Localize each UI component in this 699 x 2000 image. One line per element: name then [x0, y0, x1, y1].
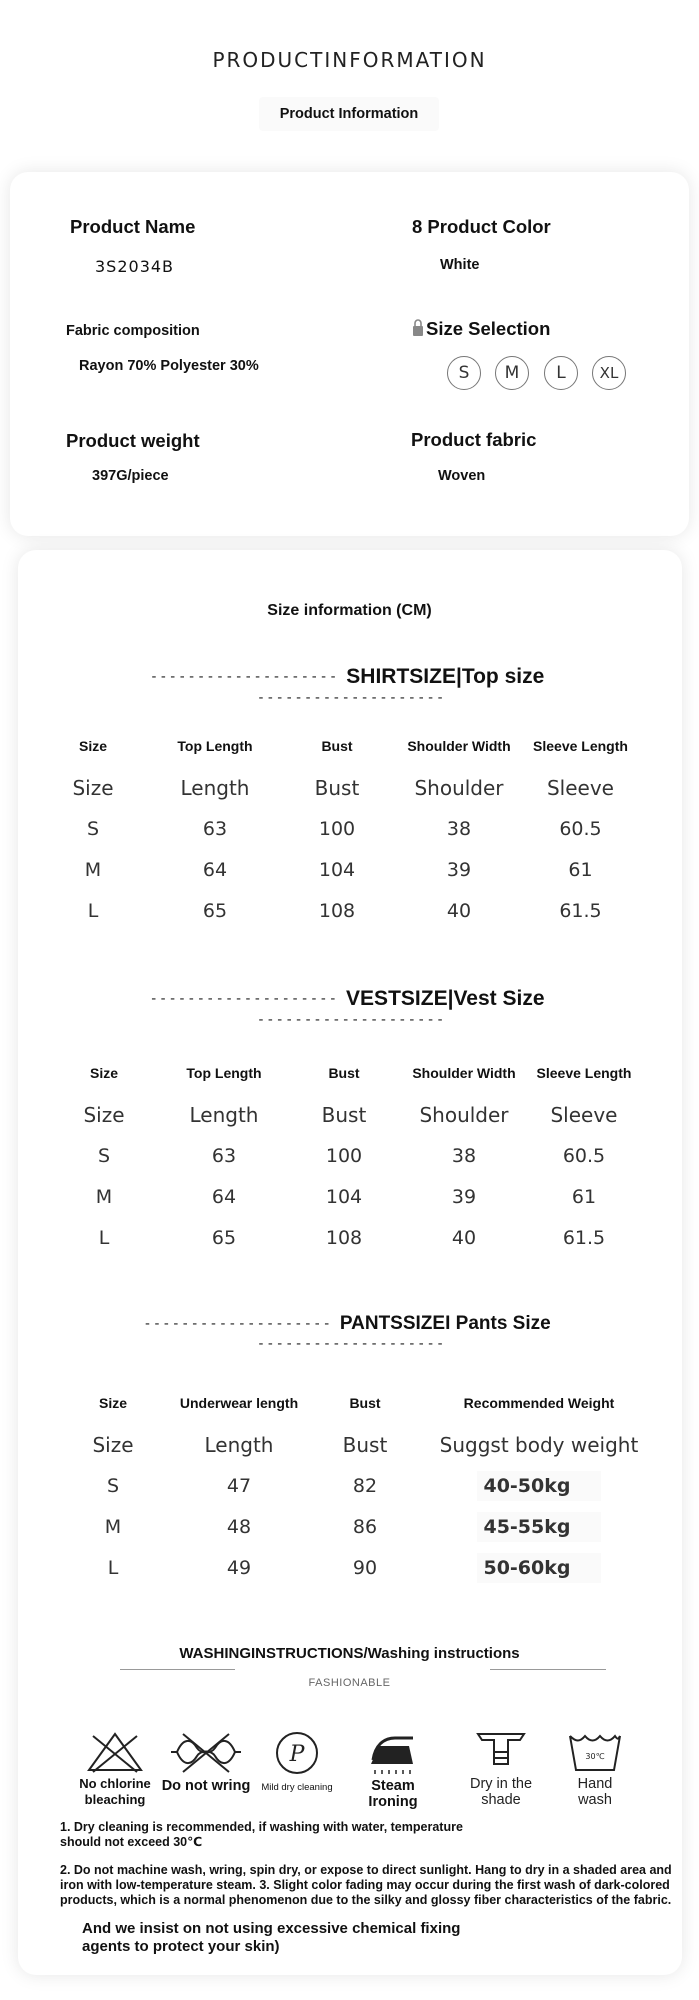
wash-temperature: 30℃ [585, 1752, 605, 1761]
table-cell [428, 1547, 650, 1588]
column-header: Bust [321, 737, 353, 754]
care-label: Steam [371, 1778, 415, 1794]
table-cell: 63 [211, 1144, 237, 1167]
care-item-dry-in-shade [455, 1730, 547, 1808]
do-not-wring-icon [171, 1730, 241, 1774]
table-cell: Sleeve [546, 776, 614, 800]
table-header-row [32, 724, 641, 768]
table-cell: S [97, 1144, 111, 1167]
size-option-s[interactable]: S [447, 356, 481, 390]
product-weight-value: 397G/piece [92, 468, 169, 484]
table-cell: 104 [318, 858, 356, 881]
table-cell: L [87, 899, 99, 922]
table-cell: 108 [318, 899, 356, 922]
svg-text:P: P [289, 1742, 305, 1767]
table-cell: 65 [202, 899, 228, 922]
dash-line-left: -------------------- [149, 991, 339, 1007]
table-cell: 108 [325, 1226, 363, 1249]
size-selection-heading [412, 318, 550, 340]
care-label: No chlorine [79, 1776, 151, 1791]
table-cell: Suggst body weight [439, 1433, 639, 1457]
fabric-composition-value: Rayon 70% Polyester 30% [79, 358, 259, 374]
table-row [44, 1217, 644, 1258]
vest-size-heading [60, 987, 642, 1029]
table-cell: 38 [446, 817, 472, 840]
washing-title: WASHINGINSTRUCTIONS/Washing instructions [179, 1645, 520, 1662]
shirt-heading-text: SHIRTSIZE|Top size [346, 665, 545, 688]
column-header: Top Length [177, 737, 253, 754]
table-cell: 38 [451, 1144, 477, 1167]
table-cell: Shoulder [414, 776, 504, 800]
column-header: Underwear length [179, 1394, 299, 1411]
table-cell: 100 [318, 817, 356, 840]
product-name-label: Product Name [70, 216, 196, 237]
table-cell: L [107, 1556, 119, 1579]
divider-right [490, 1669, 606, 1670]
table-cell: 47 [226, 1474, 252, 1497]
table-cell: 40 [446, 899, 472, 922]
table-cell: 61 [568, 858, 593, 881]
care-note-3: And we insist on not using excessive chemical fixing agents to protect your skin) [82, 1920, 461, 1955]
table-cell: 65 [211, 1226, 237, 1249]
care-item-mild-dry-cleaning [252, 1730, 342, 1796]
table-cell: M [104, 1515, 122, 1538]
weight-value: 50-60kg [477, 1553, 600, 1583]
size-option-m[interactable]: M [495, 356, 529, 390]
shirt-size-heading [60, 665, 642, 707]
dry-in-shade-icon [474, 1730, 528, 1774]
column-header: Top Length [186, 1064, 262, 1081]
table-row [50, 1547, 650, 1588]
pants-size-heading [60, 1313, 642, 1353]
care-item-hand-wash [552, 1730, 638, 1808]
fabric-composition-label: Fabric composition [66, 323, 200, 339]
care-note-1: 1. Dry cleaning is recommended, if washing with water, temperature should not exceed 30℃ [60, 1820, 463, 1849]
care-item-steam-ironing [348, 1730, 438, 1810]
product-weight-label: Product weight [66, 430, 200, 451]
table-cell: 90 [352, 1556, 378, 1579]
table-cell: 104 [325, 1185, 363, 1208]
table-cell: Bust [321, 1103, 367, 1127]
table-cell: 100 [325, 1144, 363, 1167]
dash-line-right: -------------------- [256, 689, 446, 706]
column-header: Size [78, 737, 107, 754]
table-cell: Length [189, 1103, 259, 1127]
table-header-row [50, 1381, 650, 1425]
column-header: Sleeve Length [536, 1064, 632, 1081]
care-label: Hand [577, 1776, 613, 1792]
size-info-title: Size information (CM) [267, 602, 432, 619]
shirt-size-table [32, 724, 641, 931]
table-cell: 61 [571, 1185, 597, 1208]
vest-size-table [44, 1051, 644, 1258]
table-row [44, 1176, 644, 1217]
pants-heading-text: PANTSSIZEI Pants Size [339, 1313, 551, 1334]
divider-left [120, 1669, 235, 1670]
column-header: Bust [328, 1064, 360, 1081]
table-row [32, 849, 641, 890]
table-cell: 64 [202, 858, 228, 881]
product-fabric-value: Woven [438, 468, 486, 484]
table-cell: 39 [446, 858, 472, 881]
table-row [32, 808, 641, 849]
table-cell: 82 [352, 1474, 378, 1497]
table-cell: S [86, 817, 100, 840]
table-cell: 86 [352, 1515, 378, 1538]
weight-value: 45-55kg [477, 1512, 600, 1542]
care-label: Dry in the [469, 1776, 533, 1792]
care-label: Do not wring [161, 1778, 251, 1794]
table-row [50, 1425, 650, 1465]
table-cell: Bust [314, 776, 360, 800]
table-cell: L [98, 1226, 110, 1249]
product-fabric-label: Product fabric [411, 429, 537, 450]
table-cell: Size [72, 776, 114, 800]
vest-heading-text: VESTSIZE|Vest Size [346, 987, 545, 1010]
column-header: Size [89, 1064, 118, 1081]
column-header: Bust [349, 1394, 381, 1411]
table-cell: 40 [451, 1226, 477, 1249]
steam-ironing-icon [365, 1730, 421, 1776]
table-cell: Sleeve [550, 1103, 618, 1127]
table-cell [428, 1465, 650, 1506]
pants-size-table [50, 1381, 650, 1588]
weight-value: 40-50kg [477, 1471, 600, 1501]
hand-wash-icon [566, 1730, 624, 1774]
care-label: Mild dry cleaning [261, 1782, 333, 1793]
table-row [50, 1506, 650, 1547]
care-label: Ironing [368, 1794, 418, 1810]
table-row [44, 1135, 644, 1176]
table-cell: 64 [211, 1185, 237, 1208]
size-option-l[interactable]: L [544, 356, 578, 390]
table-cell: M [95, 1185, 113, 1208]
column-header: Sleeve Length [533, 737, 628, 754]
care-label: wash [578, 1792, 612, 1808]
care-label: shade [481, 1792, 521, 1808]
table-row [50, 1465, 650, 1506]
column-header: Shoulder Width [412, 1064, 516, 1081]
table-cell: Length [180, 776, 250, 800]
table-cell: M [84, 858, 102, 881]
dash-line-right: -------------------- [256, 1335, 446, 1352]
product-name-value: 3S2034B [95, 257, 175, 276]
no-chlorine-bleach-icon [85, 1730, 145, 1774]
table-cell: Size [83, 1103, 125, 1127]
size-selection-label: Size Selection [426, 318, 551, 339]
table-cell: 61.5 [562, 1226, 606, 1249]
product-color-value: White [440, 257, 480, 273]
product-color-label: 8 Product Color [412, 216, 551, 237]
table-cell: Length [204, 1433, 274, 1457]
table-header-row [44, 1051, 644, 1095]
table-row [32, 890, 641, 931]
table-cell: 60.5 [559, 817, 602, 840]
table-cell: Bust [342, 1433, 388, 1457]
table-cell: 63 [202, 817, 228, 840]
dash-line-left: -------------------- [143, 1316, 332, 1332]
table-cell: 61.5 [559, 899, 602, 922]
table-cell: 39 [451, 1185, 477, 1208]
washing-subtitle: FASHIONABLE [308, 1677, 391, 1689]
table-row [32, 768, 641, 808]
table-row [44, 1095, 644, 1135]
table-cell: S [106, 1474, 120, 1497]
table-cell: 60.5 [562, 1144, 606, 1167]
dash-line-right: -------------------- [256, 1011, 446, 1028]
dash-line-left: -------------------- [149, 669, 339, 685]
page-title: PRODUCTINFORMATION [212, 48, 487, 72]
care-item-no-chlorine [70, 1730, 160, 1808]
page-subtitle: Product Information [259, 97, 439, 131]
table-cell: 48 [226, 1515, 252, 1538]
care-label: bleaching [84, 1792, 146, 1807]
table-cell: Size [92, 1433, 134, 1457]
care-item-do-not-wring [158, 1730, 254, 1794]
table-cell [428, 1506, 650, 1547]
mild-dry-cleaning-icon [274, 1730, 320, 1776]
size-option-xl[interactable]: XL [592, 356, 626, 390]
column-header: Shoulder Width [407, 737, 511, 754]
column-header: Recommended Weight [463, 1394, 615, 1411]
lock-icon [412, 319, 424, 335]
column-header: Size [98, 1394, 127, 1411]
care-note-2: 2. Do not machine wash, wring, spin dry, or expose to direct sunlight. Hang to dry in a shaded area and iron with low-temperature steam. 3. Slight color fading may occur during the first wash of dark-colored products, which is a normal phenomenon due to the silky and glossy fiber characteristics of the fabric. [60, 1863, 672, 1907]
table-cell: 49 [226, 1556, 252, 1579]
table-cell: Shoulder [419, 1103, 509, 1127]
